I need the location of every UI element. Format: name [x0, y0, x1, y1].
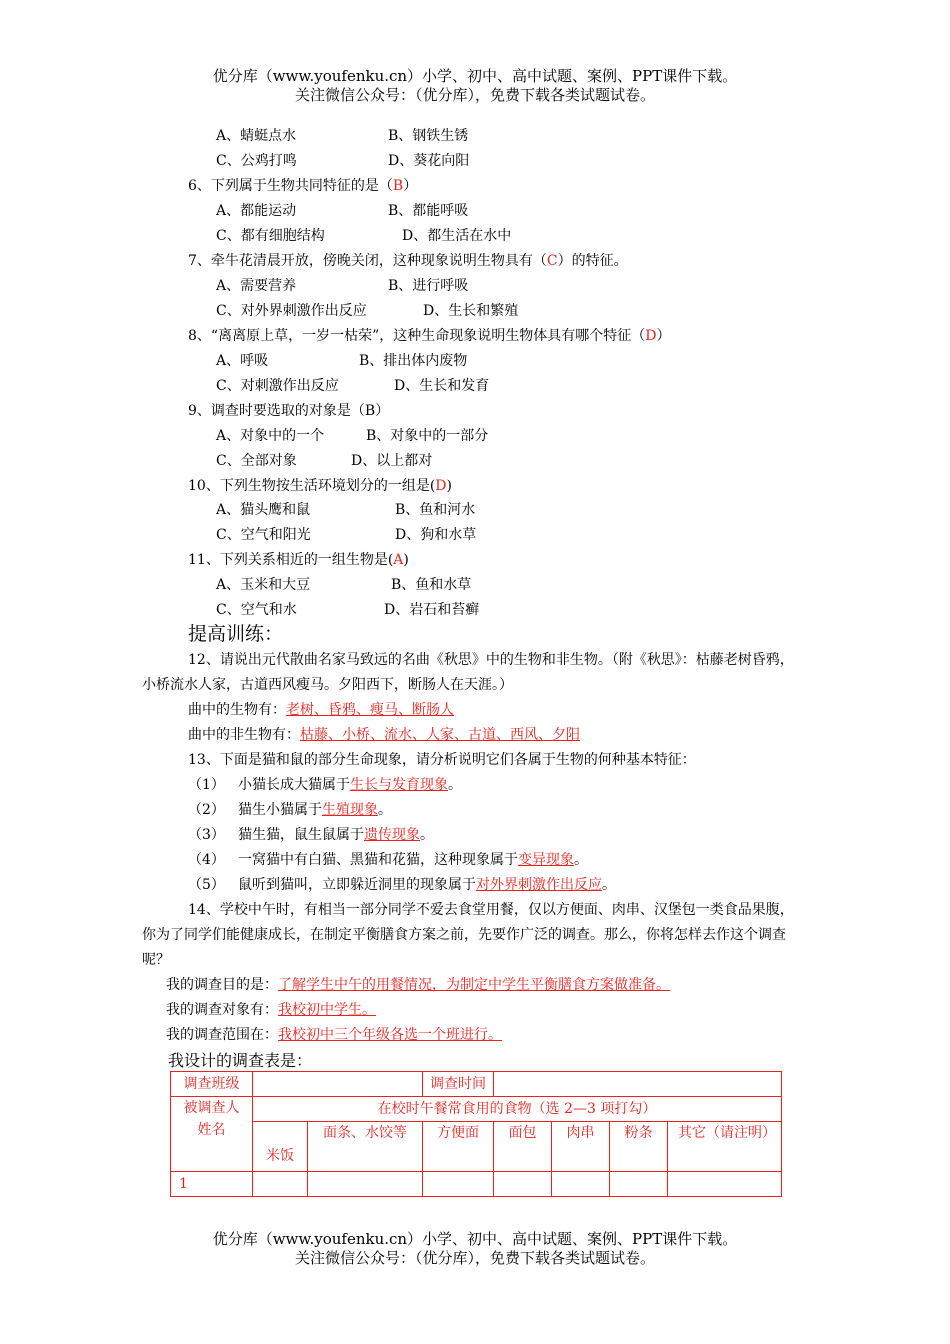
q9-option-a: A、对象中的一个: [216, 428, 325, 444]
table-cell[interactable]: [308, 1172, 423, 1197]
q13-answer: 生殖现象: [322, 802, 378, 818]
q6-stem: 6、下列属于生物共同特征的是（B）: [188, 178, 418, 194]
q12-living: 曲中的生物有：老树、昏鸦、瘦马、断肠人: [188, 702, 454, 718]
q12-line-1: 12、请说出元代散曲名家马致远的名曲《秋思》中的生物和非生物。（附《秋思》：枯藤老树昏鸦，: [188, 652, 794, 668]
q10-option-a: A、猫头鹰和鼠: [216, 502, 311, 518]
class-value-cell[interactable]: [253, 1072, 423, 1097]
q14-object: 我的调查对象有：我校初中学生。: [166, 1002, 376, 1018]
q6-option-b: B、都能呼吸: [388, 203, 469, 219]
table-cell[interactable]: [423, 1172, 494, 1197]
q8-option-d: D、生长和发育: [394, 378, 490, 394]
col-rice: 米饭: [253, 1122, 308, 1172]
q11-stem: 11、下列关系相近的一组生物是(A): [188, 552, 409, 568]
q13-stem: 13、下面是猫和鼠的部分生命现象，请分析说明它们各属于生物的何种基本特征：: [188, 752, 696, 768]
table-cell[interactable]: [253, 1172, 308, 1197]
q8-option-a: A、呼吸: [216, 353, 269, 369]
footer-line-1: 优分库（www.youfenku.cn）小学、初中、高中试题、案例、PPT课件下载。: [212, 1230, 738, 1248]
q13-answer: 遗传现象: [364, 827, 420, 843]
col-bread: 面包: [494, 1122, 552, 1172]
q14-line-3: 呢？: [142, 952, 170, 968]
q10-answer: D: [435, 478, 447, 494]
q9-option-c: C、全部对象: [216, 453, 297, 469]
q9-stem: 9、调查时要选取的对象是（B）: [188, 403, 390, 419]
time-label-cell: 调查时间: [423, 1072, 494, 1097]
q11-option-a: A、玉米和大豆: [216, 577, 311, 593]
q10-option-d: D、狗和水草: [395, 527, 477, 543]
survey-table: [170, 1071, 782, 1197]
q13-answer: 变异现象: [518, 852, 574, 868]
q7-option-b: B、进行呼吸: [388, 278, 469, 294]
q5-option-a: A、蜻蜓点水: [216, 128, 297, 144]
q14-object-answer: 我校初中学生。: [278, 1002, 376, 1018]
q6-option-d: D、都生活在水中: [402, 228, 512, 244]
section-title: 提高训练：: [188, 623, 284, 645]
header-line-1: 优分库（www.youfenku.cn）小学、初中、高中试题、案例、PPT课件下载。: [212, 67, 738, 85]
col-noodles: 面条、水饺等: [308, 1122, 423, 1172]
q9-option-d: D、以上都对: [351, 453, 433, 469]
q14-purpose: 我的调查目的是：了解学生中午的用餐情况，为制定中学生平衡膳食方案做准备。: [166, 977, 670, 993]
q10-option-b: B、鱼和河水: [395, 502, 476, 518]
q14-purpose-answer: 了解学生中午的用餐情况，为制定中学生平衡膳食方案做准备。: [278, 977, 670, 993]
q7-option-d: D、生长和繁殖: [423, 303, 519, 319]
col-vermicelli: 粉条: [610, 1122, 668, 1172]
class-label-cell: 调查班级: [171, 1072, 253, 1097]
time-value-cell[interactable]: [494, 1072, 782, 1097]
footer-line-2: 关注微信公众号：（优分库），免费下载各类试题试卷。: [294, 1249, 655, 1267]
q13-item: （5） 鼠听到猫叫，立即躲近洞里的现象属于对外界刺激作出反应。: [188, 877, 616, 893]
table-cell[interactable]: [494, 1172, 552, 1197]
q14-line-1: 14、学校中午时，有相当一部分同学不爱去食堂用餐，仅以方便面、肉串、汉堡包一类食品果腹，: [188, 902, 794, 918]
q13-item: （2） 猫生小猫属于生殖现象。: [188, 802, 392, 818]
q12-nonliving: 曲中的非生物有：枯藤、小桥、流水、人家、古道、西风、夕阳: [188, 727, 580, 743]
table-cell[interactable]: [552, 1172, 610, 1197]
q8-option-b: B、排出体内废物: [359, 353, 468, 369]
q7-answer: C: [546, 253, 558, 269]
col-skewers: 肉串: [552, 1122, 610, 1172]
q13-item: （3） 猫生猫，鼠生鼠属于遗传现象。: [188, 827, 434, 843]
q11-answer: A: [393, 552, 404, 568]
q10-stem: 10、下列生物按生活环境划分的一组是(D): [188, 478, 452, 494]
q13-item: （1） 小猫长成大猫属于生长与发育现象。: [188, 777, 462, 793]
q14-line-2: 你为了同学们能健康成长，在制定平衡膳食方案之前，先要作广泛的调查。那么，你将怎样去作这个调查: [142, 927, 786, 943]
respondent-label-cell: 被调查人 姓名: [171, 1097, 253, 1172]
q6-option-a: A、都能运动: [216, 203, 297, 219]
q7-option-c: C、对外界刺激作出反应: [216, 303, 367, 319]
q6-option-c: C、都有细胞结构: [216, 228, 325, 244]
q8-stem: 8、“离离原上草，一岁一枯荣”，这种生命现象说明生物体具有哪个特征（D）: [188, 328, 671, 344]
q7-stem: 7、牵牛花清晨开放，傍晚关闭，这种现象说明生物具有（C）的特征。: [188, 253, 628, 269]
q11-option-c: C、空气和水: [216, 602, 297, 618]
row-number-cell: 1: [171, 1172, 253, 1197]
col-instant-noodles: 方便面: [423, 1122, 494, 1172]
q12-nonliving-answer: 枯藤、小桥、流水、人家、古道、西风、夕阳: [300, 727, 580, 743]
q12-living-answer: 老树、昏鸦、瘦马、断肠人: [286, 702, 454, 718]
header-line-2: 关注微信公众号：（优分库），免费下载各类试题试卷。: [294, 86, 655, 104]
q12-line-2: 小桥流水人家，古道西风瘦马。夕阳西下，断肠人在天涯。）: [142, 677, 513, 693]
q10-option-c: C、空气和阳光: [216, 527, 311, 543]
table-cell[interactable]: [668, 1172, 782, 1197]
q11-option-b: B、鱼和水草: [391, 577, 472, 593]
q7-option-a: A、需要营养: [216, 278, 297, 294]
q6-answer: B: [392, 178, 404, 194]
q14-scope-answer: 我校初中三个年级各选一个班进行。: [278, 1027, 502, 1043]
q5-option-c: C、公鸡打鸣: [216, 153, 297, 169]
q5-option-b: B、钢铁生锈: [388, 128, 469, 144]
food-header-cell: 在校时午餐常食用的食物（选 2—3 项打勾）: [253, 1097, 782, 1122]
q13-item: （4） 一窝猫中有白猫、黑猫和花猫，这种现象属于变异现象。: [188, 852, 588, 868]
survey-table-title: 我设计的调查表是：: [168, 1051, 313, 1070]
q9-option-b: B、对象中的一部分: [366, 428, 489, 444]
q11-option-d: D、岩石和苔癣: [384, 602, 480, 618]
q14-scope: 我的调查范围在：我校初中三个年级各选一个班进行。: [166, 1027, 502, 1043]
q8-answer: D: [645, 328, 657, 344]
col-other: 其它（请注明）: [668, 1122, 782, 1172]
table-cell[interactable]: [610, 1172, 668, 1197]
q8-option-c: C、对刺激作出反应: [216, 378, 339, 394]
q13-answer: 对外界刺激作出反应: [476, 877, 602, 893]
q5-option-d: D、葵花向阳: [388, 153, 470, 169]
q13-answer: 生长与发育现象: [350, 777, 448, 793]
